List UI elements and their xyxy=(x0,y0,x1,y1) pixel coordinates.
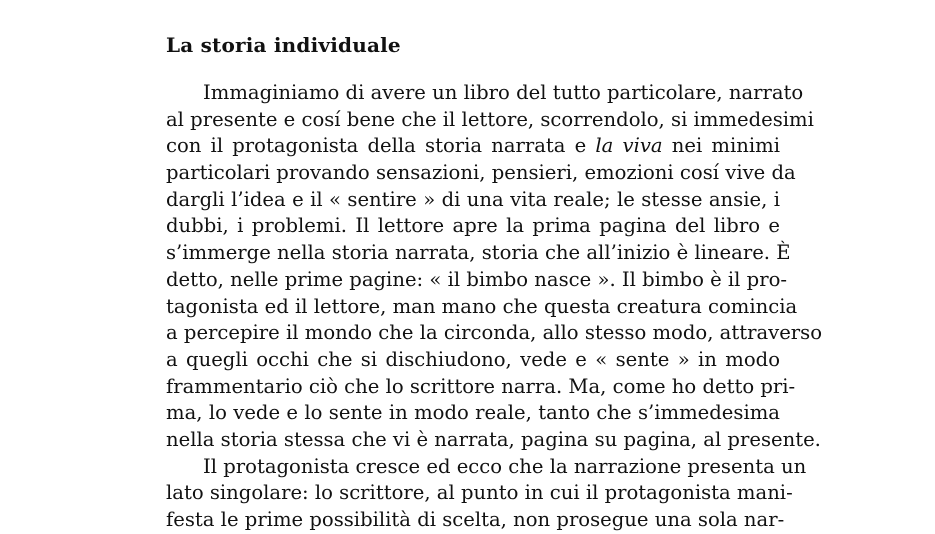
text-line-8: detto, nelle prime pagine: « il bimbo nasce ». Il bimbo è il pro- xyxy=(166,267,788,291)
text-line-7: s’immerge nella storia narrata, storia che all’inizio è lineare. È xyxy=(166,241,791,265)
text-line-3 xyxy=(166,133,780,160)
text-line-9: tagonista ed il lettore, man mano che questa creatura comincia xyxy=(166,294,798,318)
text-line-15: Il protagonista cresce ed ecco che la narrazione presenta un xyxy=(203,454,807,478)
text-line-14: nella storia stessa che vi è narrata, pagina su pagina, al presente. xyxy=(166,427,821,451)
text-line-2: al presente e cosí bene che il lettore, scorrendolo, si immedesimi xyxy=(166,107,814,131)
section-heading: La storia individuale xyxy=(166,33,401,57)
text-line-3-after: nei minimi xyxy=(662,134,780,158)
text-line-13: ma, lo vede e lo sente in modo reale, tanto che s’immedesima xyxy=(166,401,780,425)
text-line-3-italic: la viva xyxy=(595,134,663,158)
text-line-16: lato singolare: lo scrittore, al punto in cui il protagonista mani- xyxy=(166,481,793,505)
text-line-10: a percepire il mondo che la circonda, allo stesso modo, attraverso xyxy=(166,321,823,345)
text-line-6: dubbi, i problemi. Il lettore apre la prima pagina del libro e xyxy=(166,214,780,238)
text-line-4: particolari provando sensazioni, pensieri, emozioni cosí vive da xyxy=(166,161,796,185)
text-line-1: Immaginiamo di avere un libro del tutto particolare, narrato xyxy=(203,81,804,104)
text-line-12: frammentario ciò che lo scrittore narra. Ma, come ho detto pri- xyxy=(166,374,796,398)
text-line-3-before: con il protagonista della storia narrata e xyxy=(166,134,596,158)
body-text xyxy=(166,80,823,534)
text-line-11: a quegli occhi che si dischiudono, vede e « sente » in modo xyxy=(166,347,780,371)
text-line-5: dargli l’idea e il « sentire » di una vita reale; le stesse ansie, i xyxy=(166,187,780,211)
text-line-17: festa le prime possibilità di scelta, non prosegue una sola nar- xyxy=(166,508,785,531)
